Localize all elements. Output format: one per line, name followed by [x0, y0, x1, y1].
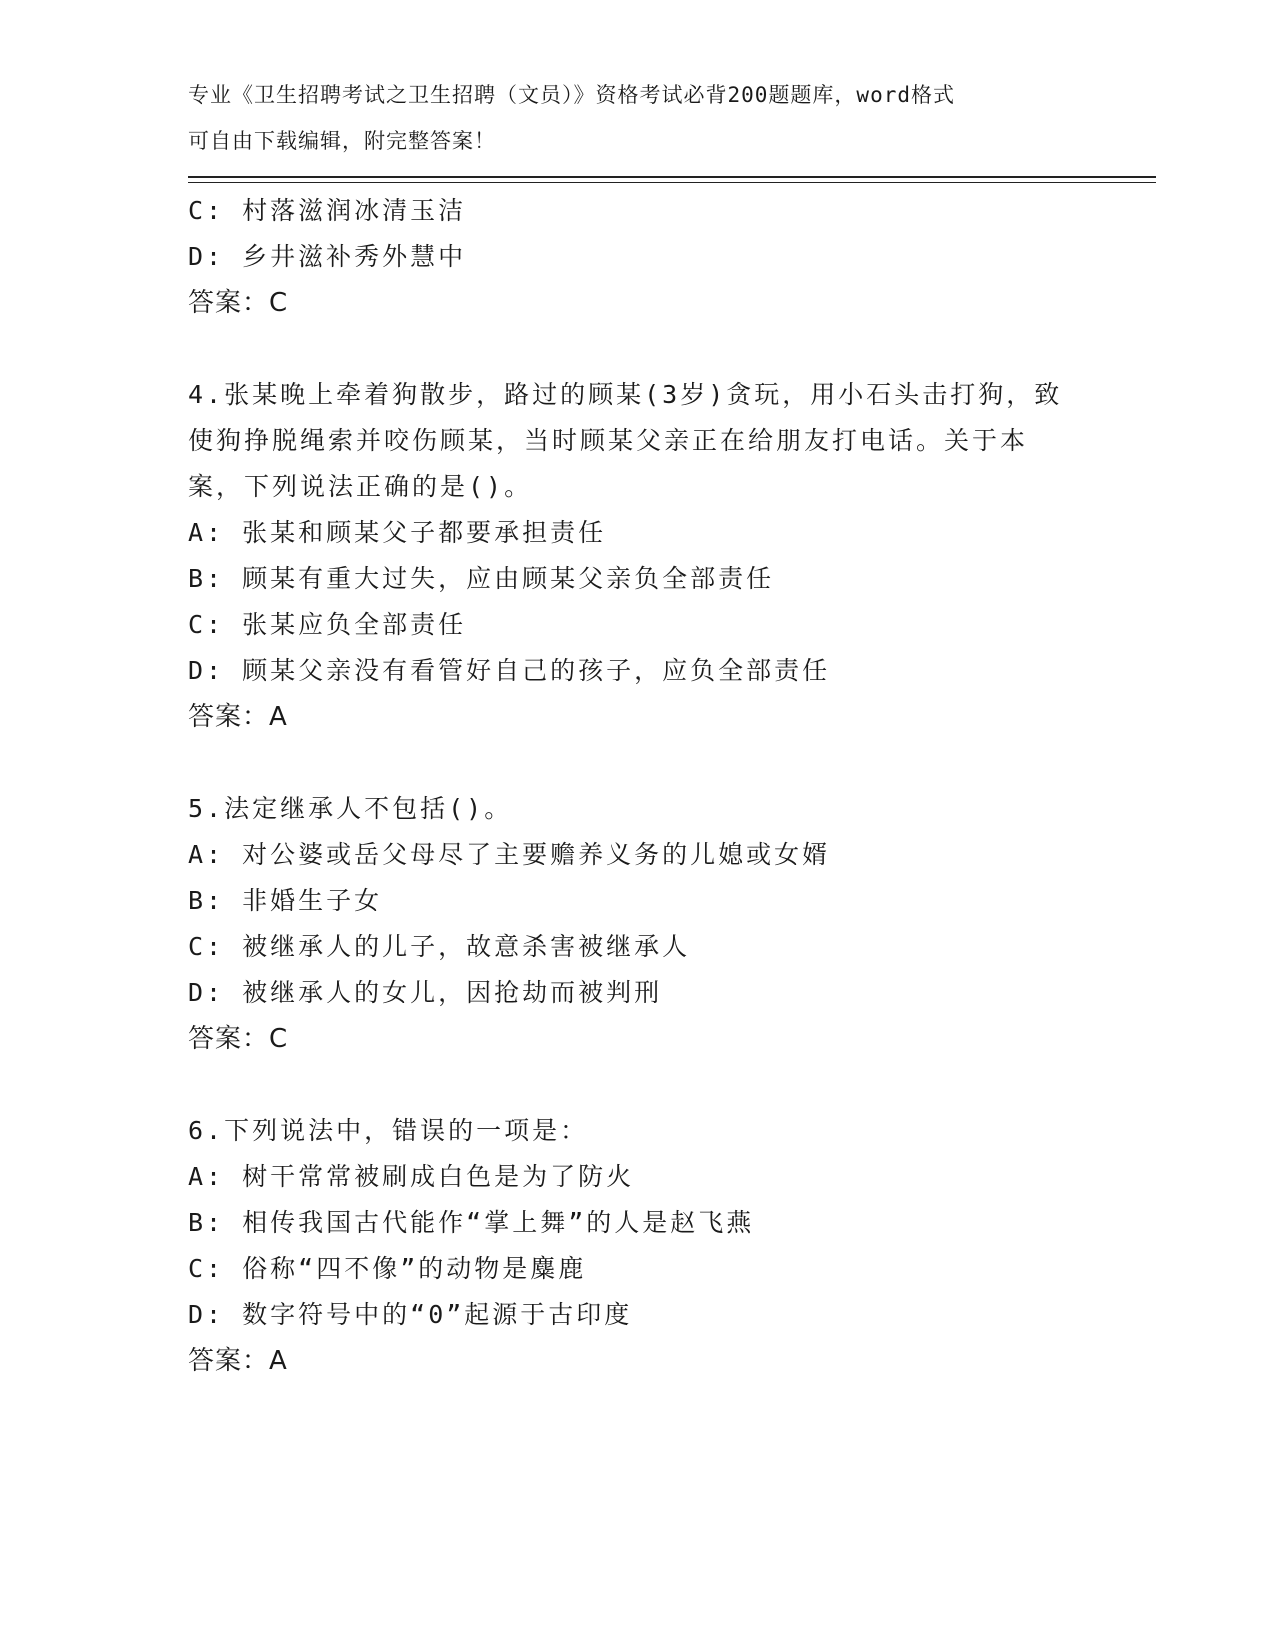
answer: 答案：C	[188, 288, 289, 318]
option-b: B: 非婚生子女	[188, 886, 383, 915]
option-a: A: 树干常常被刷成白色是为了防火	[188, 1162, 635, 1191]
option-d: D: 数字符号中的“0”起源于古印度	[188, 1300, 633, 1329]
spacer	[188, 740, 1088, 786]
option-d: D: 顾某父亲没有看管好自己的孩子，应负全部责任	[188, 656, 831, 685]
option-a: A: 对公婆或岳父母尽了主要赡养义务的儿媳或女婿	[188, 840, 831, 869]
spacer	[188, 326, 1088, 372]
header-line-1: 专业《卫生招聘考试之卫生招聘（文员）》资格考试必背200题题库，word格式	[188, 83, 955, 107]
answer: 答案：A	[188, 702, 288, 732]
option-a: A: 张某和顾某父子都要承担责任	[188, 518, 607, 547]
option-c: C: 被继承人的儿子，故意杀害被继承人	[188, 932, 691, 961]
page-header	[188, 72, 1088, 164]
header-divider-thick	[188, 176, 1156, 178]
question-stem: 使狗挣脱绳索并咬伤顾某，当时顾某父亲正在给朋友打电话。关于本	[188, 426, 1029, 455]
option-c: C: 俗称“四不像”的动物是麋鹿	[188, 1254, 587, 1283]
question-stem: 4.张某晚上牵着狗散步，路过的顾某(3岁)贪玩，用小石头击打狗，致	[188, 380, 1063, 409]
question-6	[188, 1108, 1088, 1384]
spacer	[188, 1062, 1088, 1108]
header-line-2: 可自由下载编辑，附完整答案！	[188, 129, 496, 153]
option-b: B: 顾某有重大过失，应由顾某父亲负全部责任	[188, 564, 775, 593]
question-stem: 案，下列说法正确的是()。	[188, 472, 533, 501]
option-d: D: 被继承人的女儿，因抢劫而被判刑	[188, 978, 663, 1007]
option-c: C: 村落滋润冰清玉洁	[188, 196, 467, 225]
answer: 答案：C	[188, 1024, 289, 1054]
option-c: C: 张某应负全部责任	[188, 610, 467, 639]
question-stem: 6.下列说法中，错误的一项是：	[188, 1116, 589, 1145]
question-stem: 5.法定继承人不包括()。	[188, 794, 513, 823]
option-d: D: 乡井滋补秀外慧中	[188, 242, 467, 271]
answer: 答案：A	[188, 1346, 288, 1376]
header-divider-thin	[188, 182, 1156, 183]
question-4	[188, 372, 1088, 740]
option-b: B: 相传我国古代能作“掌上舞”的人是赵飞燕	[188, 1208, 755, 1237]
question-content	[188, 188, 1088, 1384]
question-3	[188, 188, 1088, 326]
question-5	[188, 786, 1088, 1062]
